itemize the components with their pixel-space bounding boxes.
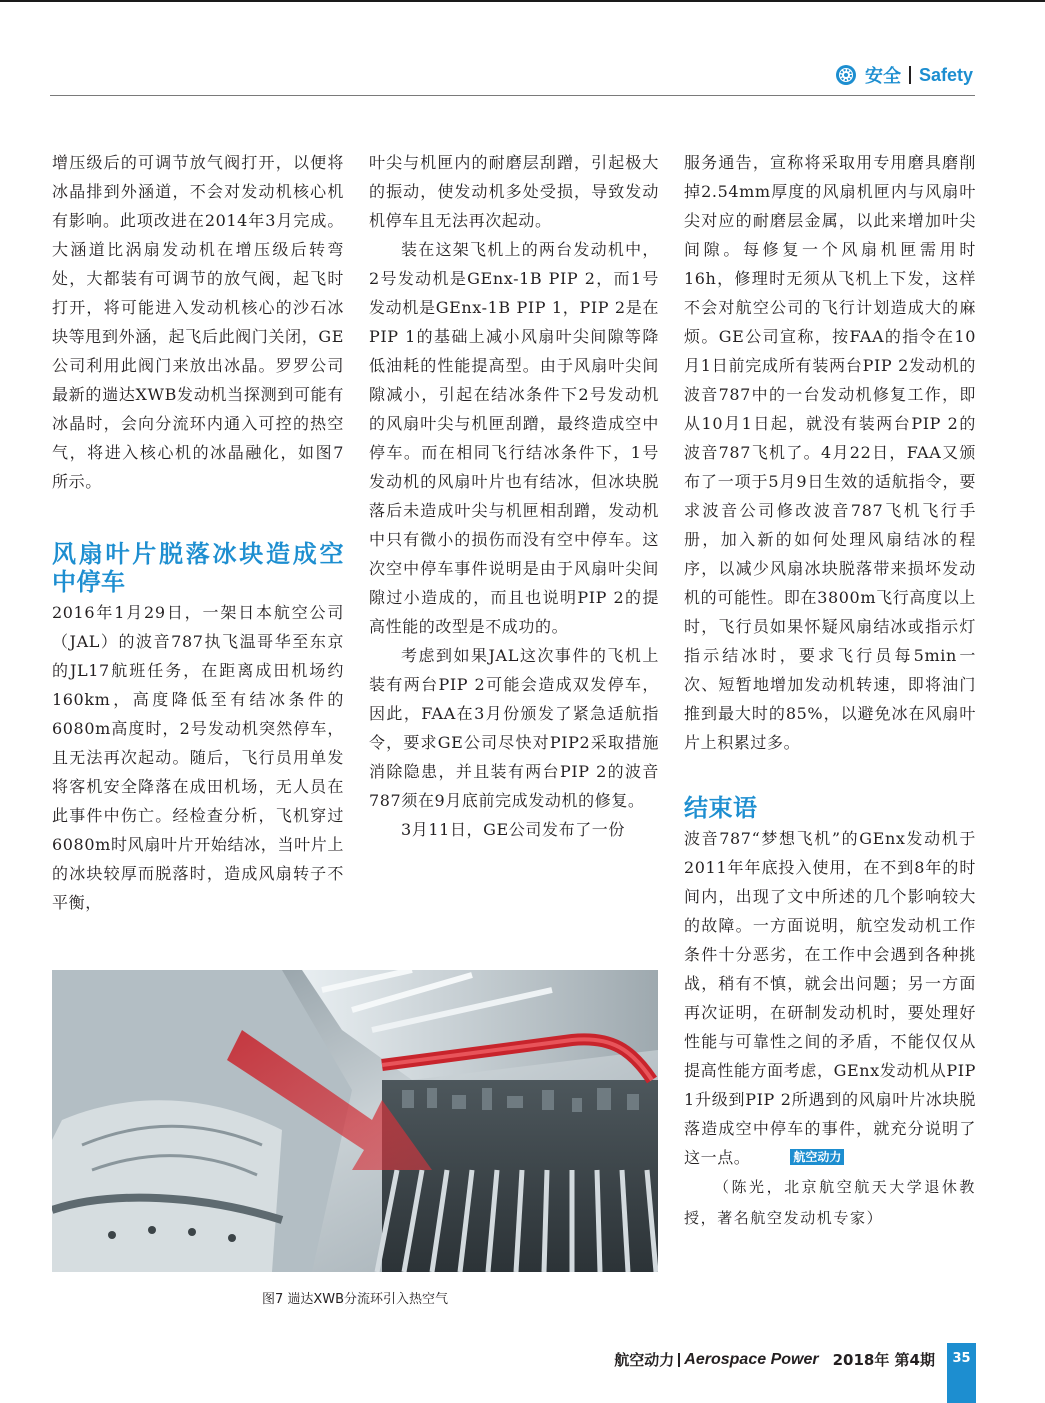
paragraph: 2016年1月29日，一架日本航空公司（JAL）的波音787执飞温哥华至东京的JL17航班任务，在距离成田机场约160km，高度降低至有结冰条件的6080m高度时，2号发动机突然停车，且无法再次起动。随后，飞行员用单发将客机安全降落在成田机场，无人员在此事件中伤亡。经检查分析，飞机穿过6080m时风扇叶片开始结冰，当叶片上的冰块较厚而脱落时，造成风扇转子不平衡， bbox=[52, 603, 344, 912]
section-heading: 风扇叶片脱落冰块造成空中停车 bbox=[52, 540, 344, 596]
section-heading: 结束语 bbox=[684, 794, 758, 822]
engine-figure bbox=[52, 970, 658, 1272]
gear-icon bbox=[835, 64, 857, 86]
footer-divider bbox=[678, 1353, 680, 1367]
conclusion-text: 波音787“梦想飞机”的GEnx发动机于2011年年底投入使用，在不到8年的时间内，出现了文中所述的几个影响较大的故障。一方面说明，航空发动机工作条件十分恶劣，在工作中会遇到各种挑战，稍有不慎，就会出问题；另一方面再次证明，在研制发动机时，要处理好性能与可靠性之间的矛盾，不能仅仅从提高性能方面考虑，GEnx发动机从PIP 1升级到PIP 2所遇到的风扇叶片冰块脱落造成空中停车的事件，就充分说明了这一点。 bbox=[684, 829, 976, 1167]
column-2 bbox=[369, 148, 659, 844]
section-label-en: Safety bbox=[918, 64, 973, 85]
section-divider bbox=[909, 66, 911, 84]
section-tag bbox=[835, 62, 973, 88]
paragraph: 考虑到如果JAL这次事件的飞机上装有两台PIP 2可能会造成双发停车，因此，FAA在3月份颁发了紧急适航指令，要求GE公司尽快对PIP2采取措施消除隐患，并且装有两台PIP 2的波音787须在9月底前完成发动机的修复。 bbox=[369, 646, 659, 810]
paragraph: 3月11日，GE公司发布了一份 bbox=[401, 820, 626, 839]
figure-caption: 图7 遄达XWB分流环引入热空气 bbox=[261, 1292, 449, 1307]
journal-name-zh: 航空动力 bbox=[614, 1351, 675, 1369]
author-signature: （陈光，北京航空航天大学退休教授，著名航空发动机专家） bbox=[684, 1178, 976, 1227]
journal-name-en: Aerospace Power bbox=[684, 1350, 819, 1368]
column-3 bbox=[684, 148, 976, 1234]
end-mark: 航空动力 bbox=[790, 1149, 844, 1165]
paragraph bbox=[684, 824, 976, 1172]
footer bbox=[614, 1349, 935, 1370]
paragraph: 装在这架飞机上的两台发动机中，2号发动机是GEnx-1B PIP 2，而1号发动机是GEnx-1B PIP 1，PIP 2是在PIP 1的基础上减小风扇叶尖间隙等降低油耗的性能提高型。由于风扇叶尖间隙减小，引起在结冰条件下2号发动机的风扇叶尖与机匣刮蹭，最终造成空中停车。而在相同飞行结冰条件下，1号发动机的风扇叶片也有结冰，但冰块脱落后未造成叶尖与机匣相刮蹭，发动机中只有微小的损伤而没有空中停车。这次空中停车事件说明是由于风扇叶尖间隙过小造成的，而且也说明PIP 2的提高性能的改型是不成功的。 bbox=[369, 240, 659, 636]
header-rule bbox=[50, 95, 975, 96]
engine-illustration bbox=[52, 970, 658, 1272]
page-number: 35 bbox=[947, 1343, 976, 1403]
paragraph: 服务通告，宣称将采取用专用磨具磨削掉2.54mm厚度的风扇机匣内与风扇叶尖对应的耐磨层金属，以此来增加叶尖间隙。每修复一个风扇机匣需用时16h，修理时无须从飞机上下发，这样不会对航空公司的飞行计划造成大的麻烦。GE公司宣称，按FAA的指令在10月1日前完成所有装两台PIP 2发动机的波音787中的一台发动机修复工作，即从10月1日起，就没有装两台PIP 2的波音787飞机了。4月22日，FAA又颁布了一项于5月9日生效的适航指令，要求波音公司修改波音787飞机飞行手册，加入新的如何处理风扇结冰的程序，以减少风扇冰块脱落带来损坏发动机的可能性。即在3800m飞行高度以上时，飞行员如果怀疑风扇结冰或指示灯指示结冰时，要求飞行员每5min一次、短暂地增加发动机转速，即将油门推到最大时的85%，以避免冰在风扇叶片上积累过多。 bbox=[684, 153, 976, 752]
column-1 bbox=[52, 148, 344, 917]
issue-label: 2018年 第4期 bbox=[832, 1351, 935, 1369]
paragraph: 增压级后的可调节放气阀打开，以便将冰晶排到外涵道，不会对发动机核心机有影响。此项改进在2014年3月完成。大涵道比涡扇发动机在增压级后转弯处，大都装有可调节的放气阀，起飞时打开，将可能进入发动机核心的沙石冰块等甩到外涵，起飞后此阀门关闭，GE公司利用此阀门来放出冰晶。罗罗公司最新的遄达XWB发动机当探测到可能有冰晶时，会向分流环内通入可控的热空气，将进入核心机的冰晶融化，如图7所示。 bbox=[52, 153, 344, 491]
paragraph: 叶尖与机匣内的耐磨层刮蹭，引起极大的振动，使发动机多处受损，导致发动机停车且无法再次起动。 bbox=[369, 153, 659, 230]
top-rule bbox=[0, 0, 1045, 2]
section-label-zh: 安全 bbox=[864, 66, 901, 87]
